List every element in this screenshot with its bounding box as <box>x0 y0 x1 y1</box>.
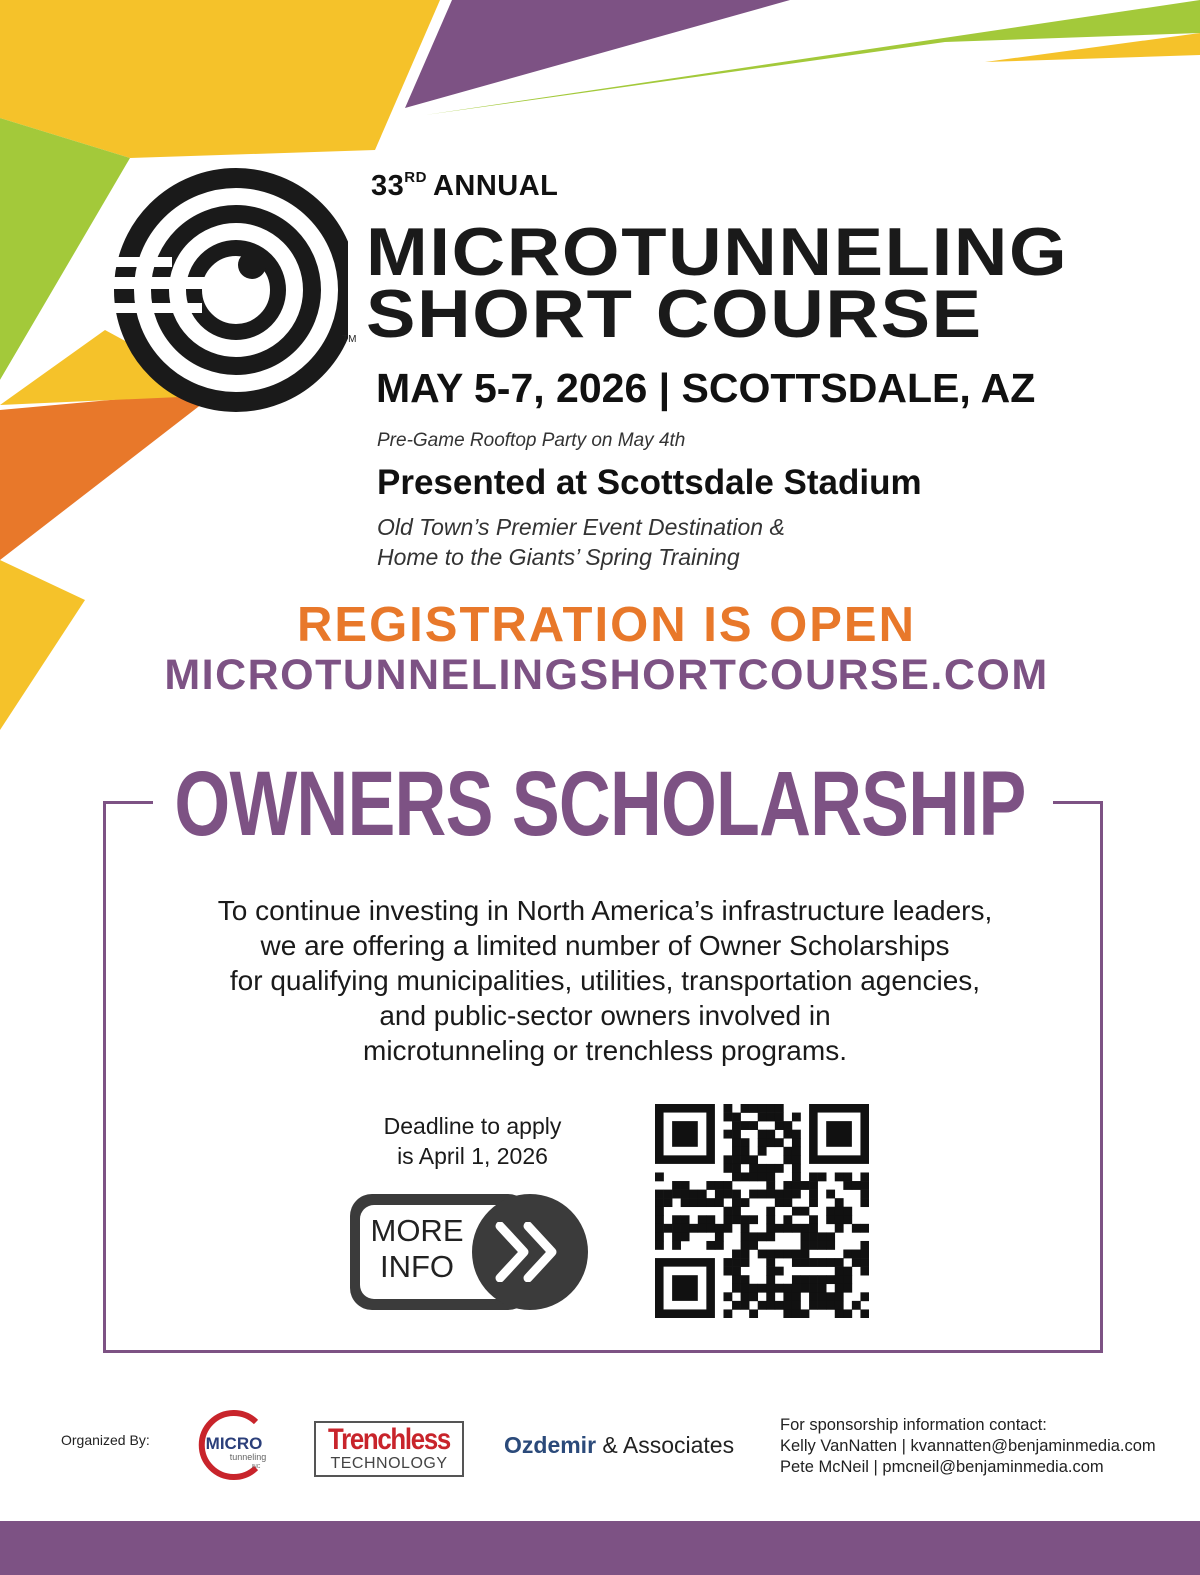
deadline-line2: is April 1, 2026 <box>397 1143 548 1169</box>
registration-headline: REGISTRATION IS OPEN <box>297 598 916 652</box>
event-title-line2: SHORT COURSE <box>366 276 983 352</box>
more-info-line2: INFO <box>379 1249 455 1284</box>
contact-pete[interactable]: Pete McNeil | pmcneil@benjaminmedia.com <box>780 1458 1104 1476</box>
annual-number: 33 <box>371 170 405 202</box>
scholarship-body-line: microtunneling or trenchless programs. <box>363 1035 847 1066</box>
trenchless-technology-logo <box>314 1421 464 1477</box>
deadline-line1: Deadline to apply <box>383 1113 562 1139</box>
application-deadline <box>350 1111 595 1171</box>
event-dates-location: MAY 5-7, 2026 | SCOTTSDALE, AZ <box>376 365 1036 411</box>
qr-code-icon[interactable] <box>655 1104 869 1318</box>
microtunneling-inc-logo <box>190 1410 274 1480</box>
event-title-line1: MICROTUNNELING <box>366 214 1069 290</box>
ozdemir-bold: Ozdemir <box>504 1432 597 1458</box>
trademark-symbol: TM <box>342 334 357 345</box>
micro-logo-text: MICRO <box>205 1434 263 1453</box>
more-info-line1: MORE <box>370 1213 464 1248</box>
concentric-rings-logo-icon <box>112 165 348 415</box>
venue-line2: Home to the Giants’ Spring Training <box>377 544 740 570</box>
organized-by-label: Organized By: <box>61 1432 150 1448</box>
scholarship-body-line: and public-sector owners involved in <box>379 1000 831 1031</box>
scholarship-title: OWNERS SCHOLARSHIP <box>174 753 1026 855</box>
scholarship-body-line: for qualifying municipalities, utilities, transportation agencies, <box>229 965 981 996</box>
scholarship-description <box>150 893 1060 1068</box>
sponsorship-contact <box>780 1415 1156 1478</box>
micro-logo-inc: INC <box>251 1464 261 1470</box>
trenchless-logo-sub: TECHNOLOGY <box>330 1455 448 1472</box>
ozdemir-rest: & Associates <box>596 1432 735 1458</box>
more-info-button[interactable] <box>350 1194 590 1310</box>
yellow-shape-top-left <box>0 0 440 158</box>
orange-shape-left <box>0 390 220 560</box>
annual-label <box>371 170 558 203</box>
venue-line1: Old Town’s Premier Event Destination & <box>377 514 785 540</box>
scholarship-frame <box>103 803 1103 1353</box>
bottom-color-bar <box>0 1521 1200 1575</box>
website-link[interactable]: MICROTUNNELINGSHORTCOURSE.COM <box>164 651 1049 699</box>
double-chevron-right-icon <box>494 1222 568 1282</box>
annual-word: ANNUAL <box>432 170 559 202</box>
trenchless-logo-text: Trenchless <box>328 1423 450 1456</box>
contact-kelly[interactable]: Kelly VanNatten | kvannatten@benjaminmedia.com <box>780 1437 1156 1455</box>
ozdemir-associates-logo <box>504 1432 734 1459</box>
purple-shape-top <box>405 0 790 108</box>
pregame-party-note: Pre-Game Rooftop Party on May 4th <box>377 430 686 451</box>
micro-logo-sub: tunneling <box>229 1452 267 1462</box>
scholarship-body-line: To continue investing in North America’s infrastructure leaders, <box>217 895 993 926</box>
annual-suffix: RD <box>404 169 427 187</box>
more-info-label <box>362 1213 472 1285</box>
contact-heading: For sponsorship information contact: <box>780 1416 1047 1434</box>
venue-description <box>377 512 785 572</box>
venue-heading: Presented at Scottsdale Stadium <box>377 463 922 502</box>
scholarship-body-line: we are offering a limited number of Owner Scholarships <box>260 930 950 961</box>
